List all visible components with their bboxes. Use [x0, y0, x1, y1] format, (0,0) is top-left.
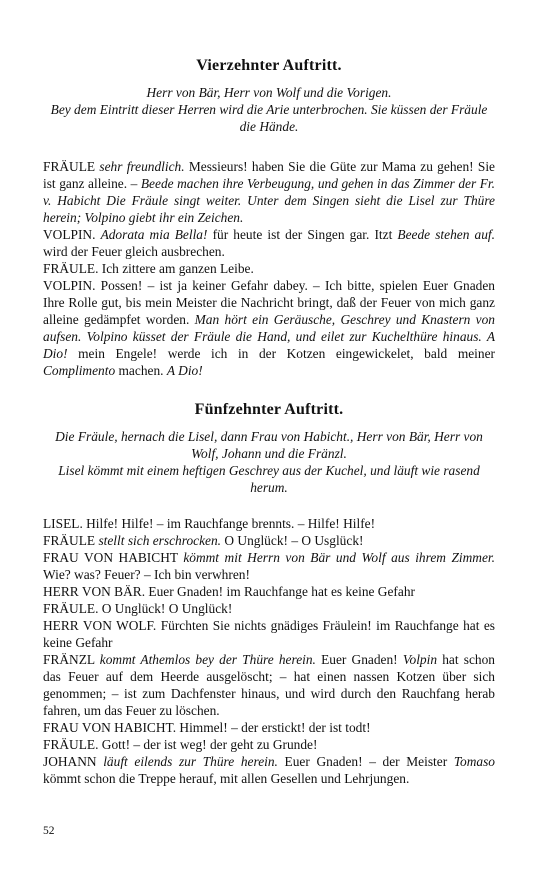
- dialog-paragraph: [43, 226, 495, 260]
- dialog-text: VOLPIN. Possen! – ist ja keiner Gefahr dabey. – Ich bitte, spielen Euer Gnaden Ihre Rolle gut, bis mein Meister die Nachricht bringt, daß der Feuer von mich ganz alleine gedämpfet worden.: [43, 278, 495, 327]
- dialog-text: machen.: [115, 363, 167, 378]
- dialog-paragraph: LISEL. Hilfe! Hilfe! – im Rauchfange brennts. – Hilfe! Hilfe!: [43, 516, 376, 531]
- stage-direction: Complimento: [43, 363, 116, 378]
- speaker: VOLPIN.: [43, 227, 101, 242]
- stage-direction: kommt Athemlos bey der Thüre herein.: [99, 652, 316, 667]
- scene-14-title: Vierzehnter Auftritt.: [196, 57, 342, 74]
- stage-direction: sehr freundlich.: [99, 159, 185, 174]
- page-body: [43, 56, 495, 787]
- stage-direction: Tomaso: [453, 754, 495, 769]
- dialog-paragraph: FRAU VON HABICHT. Himmel! – der erstickt! der ist todt!: [43, 720, 371, 735]
- dialog-paragraph: [43, 549, 495, 583]
- dialog-text: mein Engele! werde ich in der Kotzen eingewickelet, bald meiner: [67, 346, 495, 361]
- scene-15-title: Fünfzehnter Auftritt.: [194, 401, 344, 418]
- stage-direction: Beede stehen auf.: [397, 227, 495, 242]
- stage-direction: Man hört ein Geräusche, Geschrey und Knastern von aufsen. Volpino küsset der Fräule die Hand, und eilet zur Kuchelthüre hinaus. A Dio!: [43, 312, 495, 361]
- dialog-text: kömmt schon die Treppe herauf, mit allen Gesellen und Lehrjungen.: [43, 771, 410, 786]
- speaker: FRÄULE: [43, 533, 99, 548]
- dialog-paragraph: [43, 532, 495, 549]
- dialog-paragraph: FRÄULE. Ich zittere am ganzen Leibe.: [43, 261, 254, 276]
- stage-line: Herr von Bär, Herr von Wolf und die Vorigen.: [146, 85, 392, 100]
- dialog-text: Euer Gnaden! – der Meister: [277, 754, 454, 769]
- stage-line: Lisel kömmt mit einem heftigen Geschrey aus der Kuchel, und läuft wie rasend herum.: [58, 463, 480, 495]
- page-number: 52: [43, 825, 55, 837]
- dialog-text: O Unglück! – O Usglück!: [221, 533, 364, 548]
- speaker: FRÄULE: [43, 159, 96, 174]
- stage-direction: läuft eilends zur Thüre herein.: [103, 754, 278, 769]
- dialog-paragraph: HERR VON WOLF. Fürchten Sie nichts gnädiges Fräulein! im Rauchfange hat es keine Gefahr: [43, 618, 495, 650]
- scene-14-stage-direction: [43, 84, 495, 135]
- dialog-paragraph: [43, 158, 495, 226]
- dialog-text: Wie? was? Feuer? – Ich bin verwhren!: [43, 567, 250, 582]
- speaker: FRAU VON HABICHT: [43, 550, 184, 565]
- dialog-paragraph: FRÄULE. O Unglück! O Unglück!: [43, 601, 233, 616]
- speaker: FRÄNZL: [43, 652, 100, 667]
- dialog-paragraph: FRÄULE. Gott! – der ist weg! der geht zu Grunde!: [43, 737, 318, 752]
- stage-direction: stellt sich erschrocken.: [98, 533, 222, 548]
- dialog-paragraph: HERR VON BÄR. Euer Gnaden! im Rauchfange hat es keine Gefahr: [43, 584, 415, 599]
- stage-line: Die Fräule, hernach die Lisel, dann Frau von Habicht., Herr von Bär, Herr von Wolf, Johann und die Fränzl.: [55, 429, 483, 461]
- stage-direction: Volpin: [402, 652, 438, 667]
- dialog-text: Messieurs! haben Sie die Güte zur Mama zu gehen! Sie ist ganz alleine. –: [43, 159, 495, 191]
- dialog-text: wird der Feuer gleich ausbrechen.: [43, 244, 225, 259]
- stage-direction: Adorata mia Bella!: [100, 227, 208, 242]
- dialog-paragraph: [43, 277, 495, 379]
- dialog-paragraph: [43, 753, 495, 787]
- stage-direction: A Dio!: [166, 363, 203, 378]
- scene-15-stage-direction: [43, 428, 495, 496]
- stage-line: Bey dem Eintritt dieser Herren wird die Arie unterbrochen. Sie küssen der Fräule die Hände.: [50, 102, 488, 134]
- stage-direction: Beede machen ihre Verbeugung, und gehen in das Zimmer der Fr. v. Habicht Die Fräule singt weiter. Unter dem Singen sieht die Lisel zur Thüre herein; Volpino giebt ihr ein Zeichen.: [43, 176, 495, 225]
- dialog-text: hat schon das Feuer auf dem Heerde ausgelöscht; – hat einen nassen Kotzen über sich genommen; – ist zum Dachfenster hinaus, und wird durch den Rauchfang herab fahren, um das Feuer zu löschen.: [43, 652, 495, 718]
- speaker: JOHANN: [43, 754, 104, 769]
- dialog-text: Euer Gnaden!: [315, 652, 403, 667]
- dialog-text: für heute ist der Singen gar. Itzt: [207, 227, 398, 242]
- stage-direction: kömmt mit Herrn von Bär und Wolf aus ihrem Zimmer.: [183, 550, 495, 565]
- dialog-paragraph: [43, 651, 495, 719]
